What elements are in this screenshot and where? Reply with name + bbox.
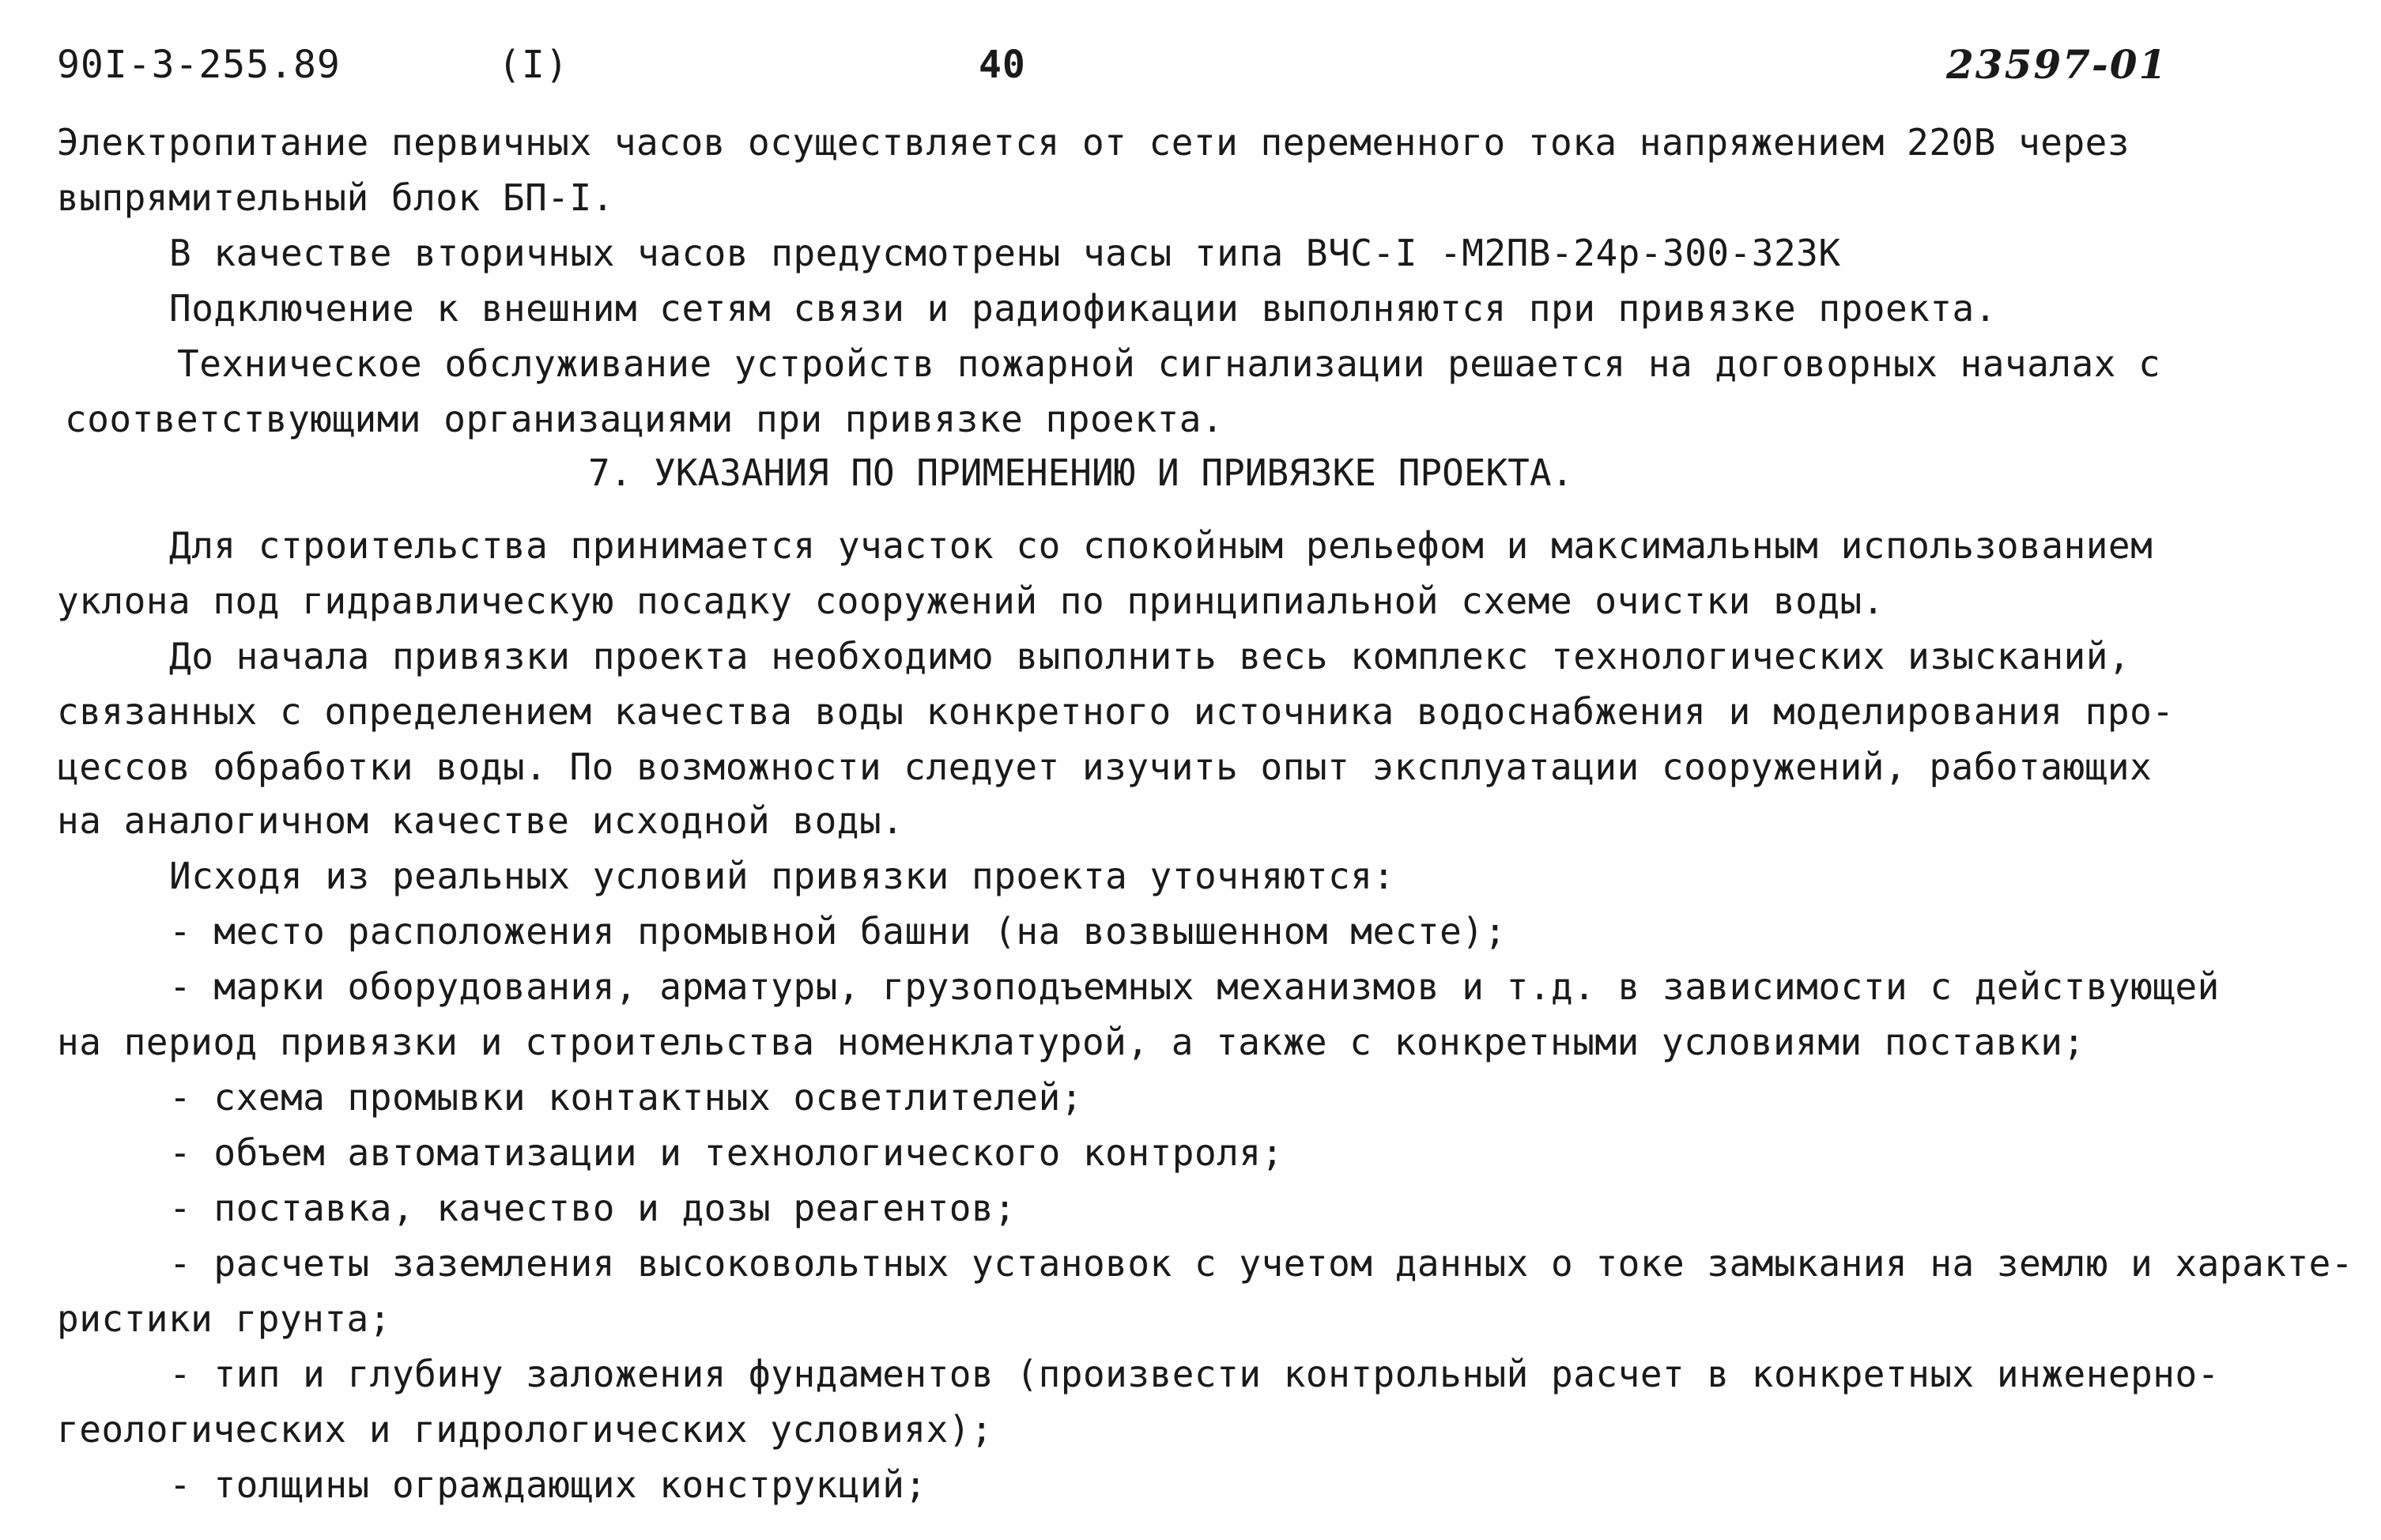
- text-line: связанных с определением качества воды конкретного источника водоснабжения и моделирования про-: [57, 690, 2175, 733]
- section-heading: 7. УКАЗАНИЯ ПО ПРИМЕНЕНИЮ И ПРИВЯЗКЕ ПРОЕКТА.: [588, 451, 1574, 494]
- text-line: на аналогичном качестве исходной воды.: [57, 799, 904, 842]
- header-issue: (I): [498, 43, 569, 87]
- text-line: соответствующими организациями при привязке проекта.: [65, 398, 1224, 440]
- text-line: Подключение к внешним сетям связи и радиофикации выполняются при привязке проекта.: [169, 287, 1997, 330]
- text-line: геологических и гидрологических условиях);: [57, 1408, 994, 1451]
- list-item: - толщины ограждающих конструкций;: [169, 1463, 927, 1506]
- list-item: - поставка, качество и дозы реагентов;: [169, 1187, 1017, 1229]
- header-code: 90I-3-255.89: [57, 43, 341, 87]
- text-line: Для строительства принимается участок со спокойным рельефом и максимальным использованием: [169, 524, 2153, 567]
- list-item: - марки оборудования, арматуры, грузоподъемных механизмов и т.д. в зависимости с действующей: [169, 965, 2220, 1008]
- header-document-number: 23597-01: [1946, 41, 2168, 88]
- text-line: Исходя из реальных условий привязки проекта уточняются:: [169, 855, 1395, 897]
- text-line: уклона под гидравлическую посадку сооружений по принципиальной схеме очистки воды.: [57, 579, 1885, 622]
- text-line: До начала привязки проекта необходимо выполнить весь комплекс технологических изысканий,: [169, 635, 2131, 678]
- text-line: ристики грунта;: [57, 1297, 391, 1340]
- list-item: - схема промывки контактных осветлителей;: [169, 1076, 1083, 1119]
- text-line: Электропитание первичных часов осуществляется от сети переменного тока напряжением 220В через: [57, 121, 2130, 164]
- list-item: - место расположения промывной башни (на возвышенном месте);: [169, 910, 1507, 953]
- header-page-number: 40: [979, 43, 1026, 87]
- text-line: выпрямительный блок БП-I.: [57, 176, 614, 219]
- text-line: цессов обработки воды. По возможности следует изучить опыт эксплуатации сооружений, работающих: [57, 745, 2153, 788]
- list-item: - тип и глубину заложения фундаментов (произвести контрольный расчет в конкретных инженерно-: [169, 1353, 2220, 1395]
- text-line: В качестве вторичных часов предусмотрены часы типа ВЧС-I -М2ПВ-24р-300-323К: [169, 232, 1841, 274]
- text-line: на период привязки и строительства номенклатурой, а также с конкретными условиями поставки;: [57, 1021, 2085, 1063]
- list-item: - объем автоматизации и технологического контроля;: [169, 1131, 1284, 1174]
- list-item: - расчеты заземления высоковольтных установок с учетом данных о токе замыкания на землю и характе-: [169, 1242, 2354, 1285]
- text-line: Техническое обслуживание устройств пожарной сигнализации решается на договорных началах с: [177, 342, 2161, 385]
